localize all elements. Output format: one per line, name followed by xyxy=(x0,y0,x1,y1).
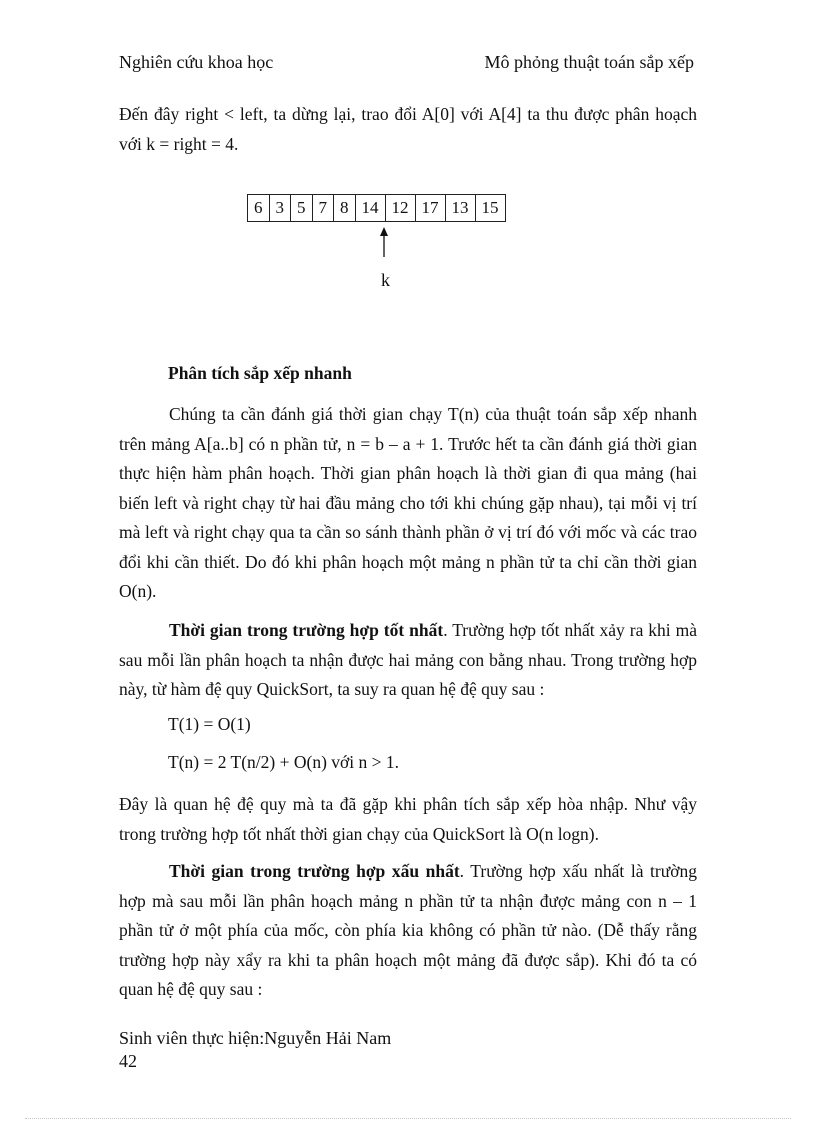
header-right: Mô phỏng thuật toán sắp xếp xyxy=(484,52,694,72)
array-cell: 6 xyxy=(248,195,270,222)
array-row xyxy=(248,195,506,222)
best-case-title: Thời gian trong trường hợp tốt nhất xyxy=(169,620,444,640)
section-title: Phân tích sắp xếp nhanh xyxy=(168,363,352,383)
worst-case-text: . Trường hợp xấu nhất là trường hợp mà sau mỗi lần phân hoạch mảng n phần tử ta nhận được mảng con n – 1 phần tử ở một phía của mốc, còn phía kia không có phần tử nào. (Dễ thấy rằng trường hợp này xẩy ra khi ta phân hoạch một mảng đã được sắp). Khi đó ta có quan hệ đệ quy sau : xyxy=(119,861,697,999)
intro-paragraph: Đến đây right < left, ta dừng lại, trao đổi A[0] với A[4] ta thu được phân hoạch với k = right = 4. xyxy=(119,104,697,154)
array-diagram xyxy=(247,194,506,222)
up-arrow-icon xyxy=(376,226,392,258)
worst-case-title: Thời gian trong trường hợp xấu nhất xyxy=(169,861,460,881)
array-cell: 3 xyxy=(269,195,291,222)
array-cell: 5 xyxy=(291,195,313,222)
pointer-label: k xyxy=(381,270,390,290)
footer-author: Sinh viên thực hiện:Nguyễn Hải Nam xyxy=(119,1028,392,1048)
array-cell: 7 xyxy=(312,195,334,222)
array-cell: 15 xyxy=(475,195,505,222)
best-case-conclusion: Đây là quan hệ đệ quy mà ta đã gặp khi phân tích sắp xếp hòa nhập. Như vậy trong trường hợp tốt nhất thời gian chạy của QuickSort là O(n logn). xyxy=(119,794,697,844)
equation-base: T(1) = O(1) xyxy=(168,714,251,734)
best-case-paragraph xyxy=(119,616,697,705)
array-cell: 8 xyxy=(334,195,356,222)
worst-case-paragraph xyxy=(119,857,697,1005)
page-number: 42 xyxy=(119,1051,137,1071)
array-cell: 12 xyxy=(385,195,415,222)
best-case-text: . Trường hợp tốt nhất xảy ra khi mà sau mỗi lần phân hoạch ta nhận được hai mảng con bằng nhau. Trong trường hợp này, từ hàm đệ quy QuickSort, ta suy ra quan hệ đệ quy sau : xyxy=(119,620,698,699)
analysis-paragraph: Chúng ta cần đánh giá thời gian chạy T(n) của thuật toán sắp xếp nhanh trên mảng A[a..b] có n phần tử, n = b – a + 1. Trước hết ta cần đánh giá thời gian thực hiện hàm phân hoạch. Thời gian phân hoạch là thời gian đi qua mảng (hai biến left và right chạy từ hai đầu mảng cho tới khi chúng gặp nhau), tại mỗi vị trí mà left và right chạy qua ta cần so sánh thành phần ở vị trí đó với mốc và các trao đổi khi cần thiết. Do đó khi phân hoạch một mảng n phần tử ta chỉ cần thời gian O(n). xyxy=(119,404,697,601)
array-table xyxy=(247,194,506,222)
array-cell: 14 xyxy=(355,195,385,222)
array-cell: 13 xyxy=(445,195,475,222)
array-cell: 17 xyxy=(415,195,445,222)
equation-recurrence: T(n) = 2 T(n/2) + O(n) với n > 1. xyxy=(168,752,400,772)
page-bottom-divider xyxy=(25,1118,791,1119)
header-left: Nghiên cứu khoa học xyxy=(119,52,274,72)
